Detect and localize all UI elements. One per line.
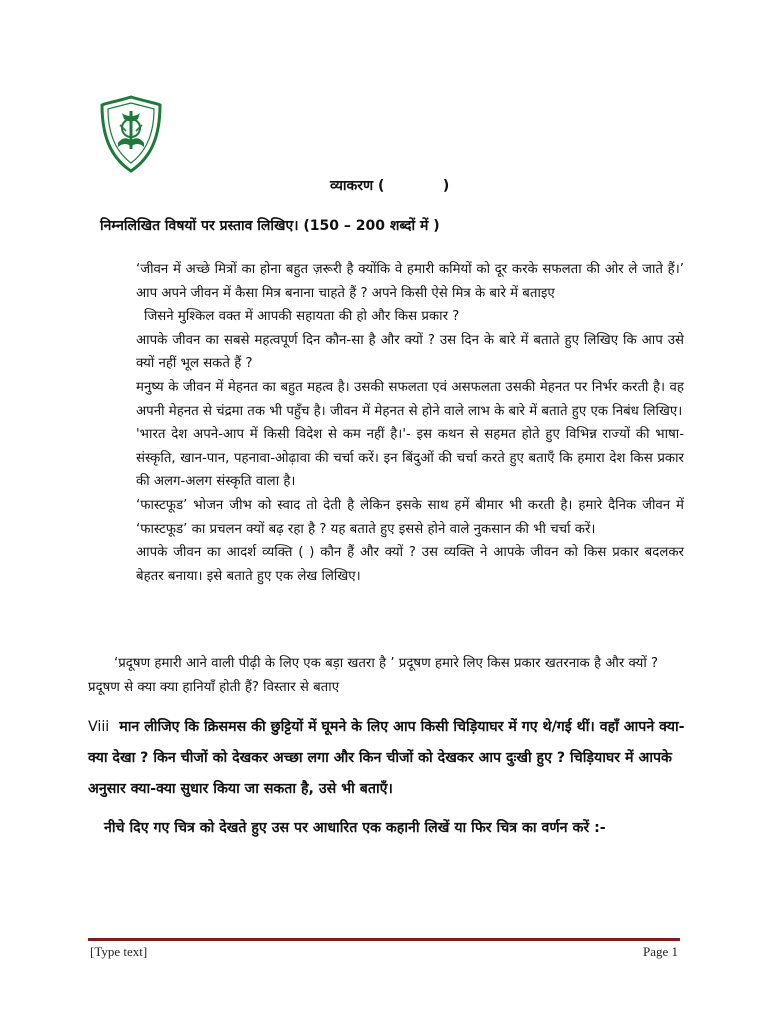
- page-title: व्याकरण ( ): [330, 178, 450, 194]
- topic-text: ‘जीवन में अच्छे मित्रों का होना बहुत ज़रूरी है क्योंकि वे हमारी कमियों को दूर करके सफलता की ओर ले जाते हैं।’ आप अपने जीवन में कैसा मित्र बनाना चाहते हैं ? अपने किसी ऐसे मित्र के बारे में बताइए: [136, 262, 684, 301]
- zoo-topic: [88, 712, 688, 805]
- picture-prompt: नीचे दिए गए चित्र को देखते हुए उस पर आधारित एक कहानी लिखें या फिर चित्र का वर्णन करें :-: [104, 820, 606, 836]
- footer-divider: [88, 938, 680, 941]
- topic-item: 'भारत देश अपने-आप में किसी विदेश से कम नहीं है।'- इस कथन से सहमत होते हुए विभिन्न राज्यों की भाषा-संस्कृति, खान-पान, पहनावा-ओढ़ावा की चर्चा करें। इन बिंदुओं की चर्चा करते हुए बताएँ कि हमारा देश किस प्रकार की अलग-अलग संस्कृति वाला है।: [136, 427, 684, 490]
- topic-text: जिसने मुश्किल वक्त में आपकी सहायता की हो और किस प्रकार ?: [144, 309, 460, 325]
- topic-item: ‘फास्टफूड’ भोजन जीभ को स्वाद तो देती है लेकिन इसके साथ हमें बीमार भी करती है। हमारे दैनिक जीवन में ‘फास्टफूड’ का प्रचलन क्यों बढ़ रहा है ? यह बताते हुए इससे होने वाले नुकसान की भी चर्चा करें।: [136, 497, 684, 537]
- zoo-topic-text: मान लीजिए कि क्रिसमस की छुट्टियों में घूमने के लिए आप किसी चिड़ियाघर में गए थे/गई थीं। वहाँ आपने क्या-क्या देखा ? किन चीजों को देखकर अच्छा लगा और किन चीजों को देखकर आप दुःखी हुए ? चिड़ियाघर में आपके अनुसार क्या-क्या सुधार किया जा सकता है, उसे भी बताएँ।: [88, 719, 685, 797]
- topic-number: Viii: [88, 719, 110, 735]
- topic-list: [136, 258, 684, 588]
- page-number: Page 1: [642, 944, 678, 959]
- topic-item: [136, 258, 684, 329]
- instruction-text: निम्नलिखित विषयों पर प्रस्ताव लिखिए। (150 – 200 शब्दों में ): [100, 218, 440, 234]
- topic-item: आपके जीवन का आदर्श व्यक्ति ( ) कौन हैं और क्यों ? उस व्यक्ति ने आपके जीवन को किस प्रकार बदलकर बेहतर बनाया। इसे बताते हुए एक लेख लिखिए।: [136, 545, 684, 584]
- topic-item: मनुष्य के जीवन में मेहनत का बहुत महत्व है। उसकी सफलता एवं असफलता उसकी मेहनत पर निर्भर करती है। वह अपनी मेहनत से चंद्रमा तक भी पहुँच है। जीवन में मेहनत से होने वाले लाभ के बारे में बताते हुए एक निबंध लिखिए।: [136, 379, 684, 419]
- footer-placeholder-text: [Type text]: [90, 944, 148, 959]
- school-crest-logo: [100, 95, 162, 173]
- pollution-topic: ‘प्रदूषण हमारी आने वाली पीढ़ी के लिए एक बड़ा खतरा है ’ प्रदूषण हमारे लिए किस प्रकार खतरनाक है और क्यों ? प्रदूषण से क्या क्या हानियाँ होती हैं? विस्तार से बताए: [88, 656, 659, 695]
- topic-item: आपके जीवन का सबसे महत्वपूर्ण दिन कौन-सा है और क्यों ? उस दिन के बारे में बताते हुए लिखिए कि आप उसे क्यों नहीं भूल सकते हैं ?: [136, 332, 684, 372]
